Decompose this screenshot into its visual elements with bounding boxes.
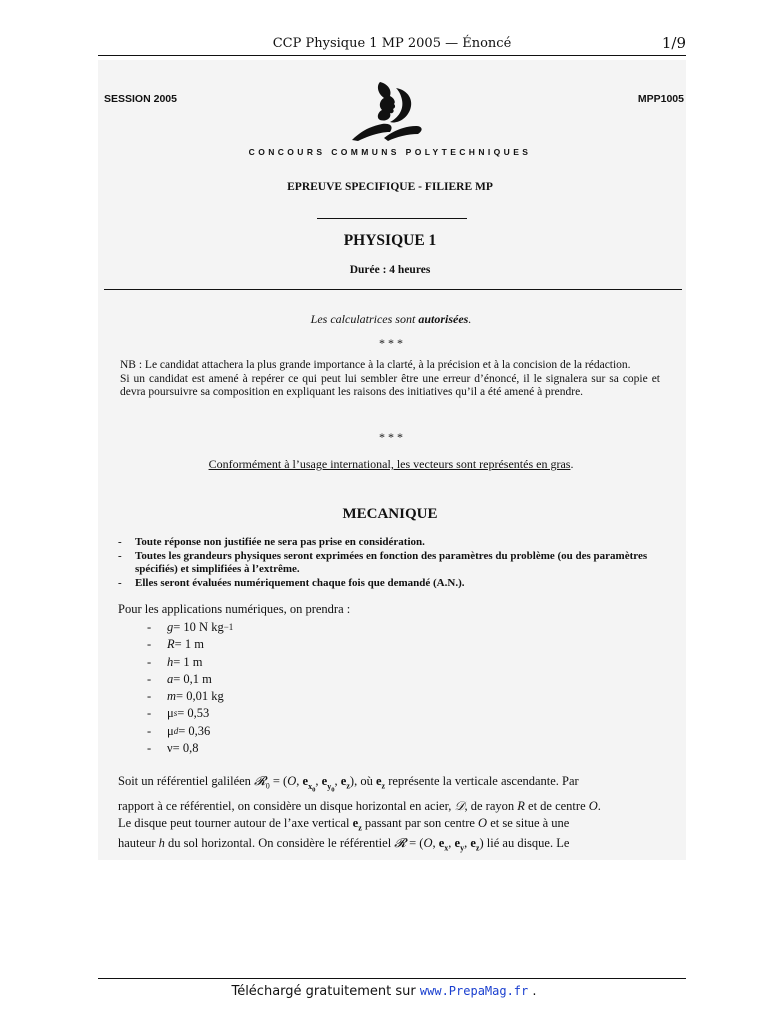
title-short-rule bbox=[317, 218, 467, 219]
cover-rule bbox=[104, 289, 682, 290]
logo-wordmark: CONCOURS COMMUNS POLYTECHNIQUES bbox=[248, 147, 532, 157]
footer-suffix: . bbox=[528, 984, 537, 999]
duration: Durée : 4 heures bbox=[349, 264, 431, 276]
list-item: - μ d = 0,36 bbox=[147, 723, 211, 738]
list-item: - Elles seront évaluées numériquement chaque fois que demandé (A.N.). bbox=[118, 576, 465, 589]
footer-text: Téléchargé gratuitement sur bbox=[231, 984, 420, 999]
page-number: 1/9 bbox=[661, 34, 686, 52]
paragraph-line-3: Le disque peut tourner autour de l’axe vertical $e_z$ passant par son centre O et se situe à une bbox=[118, 816, 570, 833]
footer-rule bbox=[98, 978, 686, 979]
footer-link[interactable]: www.PrepaMag.fr bbox=[419, 984, 529, 998]
nb-paragraph bbox=[120, 359, 660, 400]
list-item: - g = 10 N kg −1 bbox=[147, 620, 234, 634]
running-title: CCP Physique 1 MP 2005 — Énoncé bbox=[272, 36, 512, 51]
list-item: - R = 1 m bbox=[147, 637, 204, 652]
parameter-list bbox=[147, 619, 233, 757]
section-heading: MECANIQUE bbox=[342, 506, 438, 522]
footer bbox=[0, 984, 768, 999]
nb-line-1: NB : Le candidat attachera la plus grande importance à la clarté, à la précision et à la concision de la rédaction. bbox=[120, 359, 631, 371]
calculator-note bbox=[104, 312, 678, 327]
list-item: - Toute réponse non justifiée ne sera pas prise en considération. bbox=[118, 536, 425, 548]
subject-title: PHYSIQUE 1 bbox=[343, 232, 437, 249]
list-item: - h = 1 m bbox=[147, 654, 203, 669]
ccp-logo bbox=[350, 80, 430, 147]
list-item: - μ s = 0,53 bbox=[147, 706, 210, 721]
list-item: - Toutes les grandeurs physiques seront exprimées en fonction des paramètres du problème (ou des paramètres spécifiés) et simplifiées à l’extrême. bbox=[118, 549, 648, 575]
exam-track: EPREUVE SPECIFIQUE - FILIERE MP bbox=[287, 181, 493, 193]
paragraph-line-1: Soit un référentiel galiléen 𝓡$_0$ = (O, $e_{x_0}$, $e_{y_0}$, $e_z$), où $e_z$ représente la verticale ascendante. Par bbox=[118, 774, 579, 794]
list-item: - a = 0,1 m bbox=[147, 671, 212, 686]
calc-suffix: . bbox=[468, 312, 472, 326]
calc-prefix: Les calculatrices sont bbox=[310, 312, 419, 326]
vector-convention-text: Conformément à l’usage international, les vecteurs sont représentés en gras bbox=[208, 457, 571, 471]
stars-separator-1: * * * bbox=[379, 336, 403, 350]
exam-code: MPP1005 bbox=[637, 93, 684, 105]
nb-line-2: Si un candidat est amené à repérer ce qui peut lui sembler être une erreur d’énoncé, il le signalera sur sa copie et devra poursuivre sa composition en expliquant les raisons des initiatives qu’il a été amené à prendre. bbox=[120, 372, 660, 398]
list-item: - m = 0,01 kg bbox=[147, 689, 224, 704]
session-label: SESSION 2005 bbox=[104, 93, 177, 105]
vector-convention: Conformément à l’usage international, les vecteurs sont représentés en gras. bbox=[208, 457, 574, 471]
header-rule bbox=[98, 55, 686, 56]
calc-bold: autorisées bbox=[418, 312, 469, 326]
rules-list bbox=[118, 536, 670, 590]
numeric-intro: Pour les applications numériques, on prendra : bbox=[118, 602, 351, 616]
running-header bbox=[98, 36, 686, 56]
list-item: - ν = 0,8 bbox=[147, 741, 199, 756]
stars-separator-2: * * * bbox=[379, 430, 403, 444]
paragraph-line-4: hauteur h du sol horizontal. On considère le référentiel 𝓡 = (O, $e_x$, $e_y$, $e_z$) lié au disque. Le bbox=[118, 836, 570, 853]
paragraph-line-2: rapport à ce référentiel, on considère un disque horizontal en acier, 𝒟, de rayon R et de centre O. bbox=[118, 799, 601, 813]
